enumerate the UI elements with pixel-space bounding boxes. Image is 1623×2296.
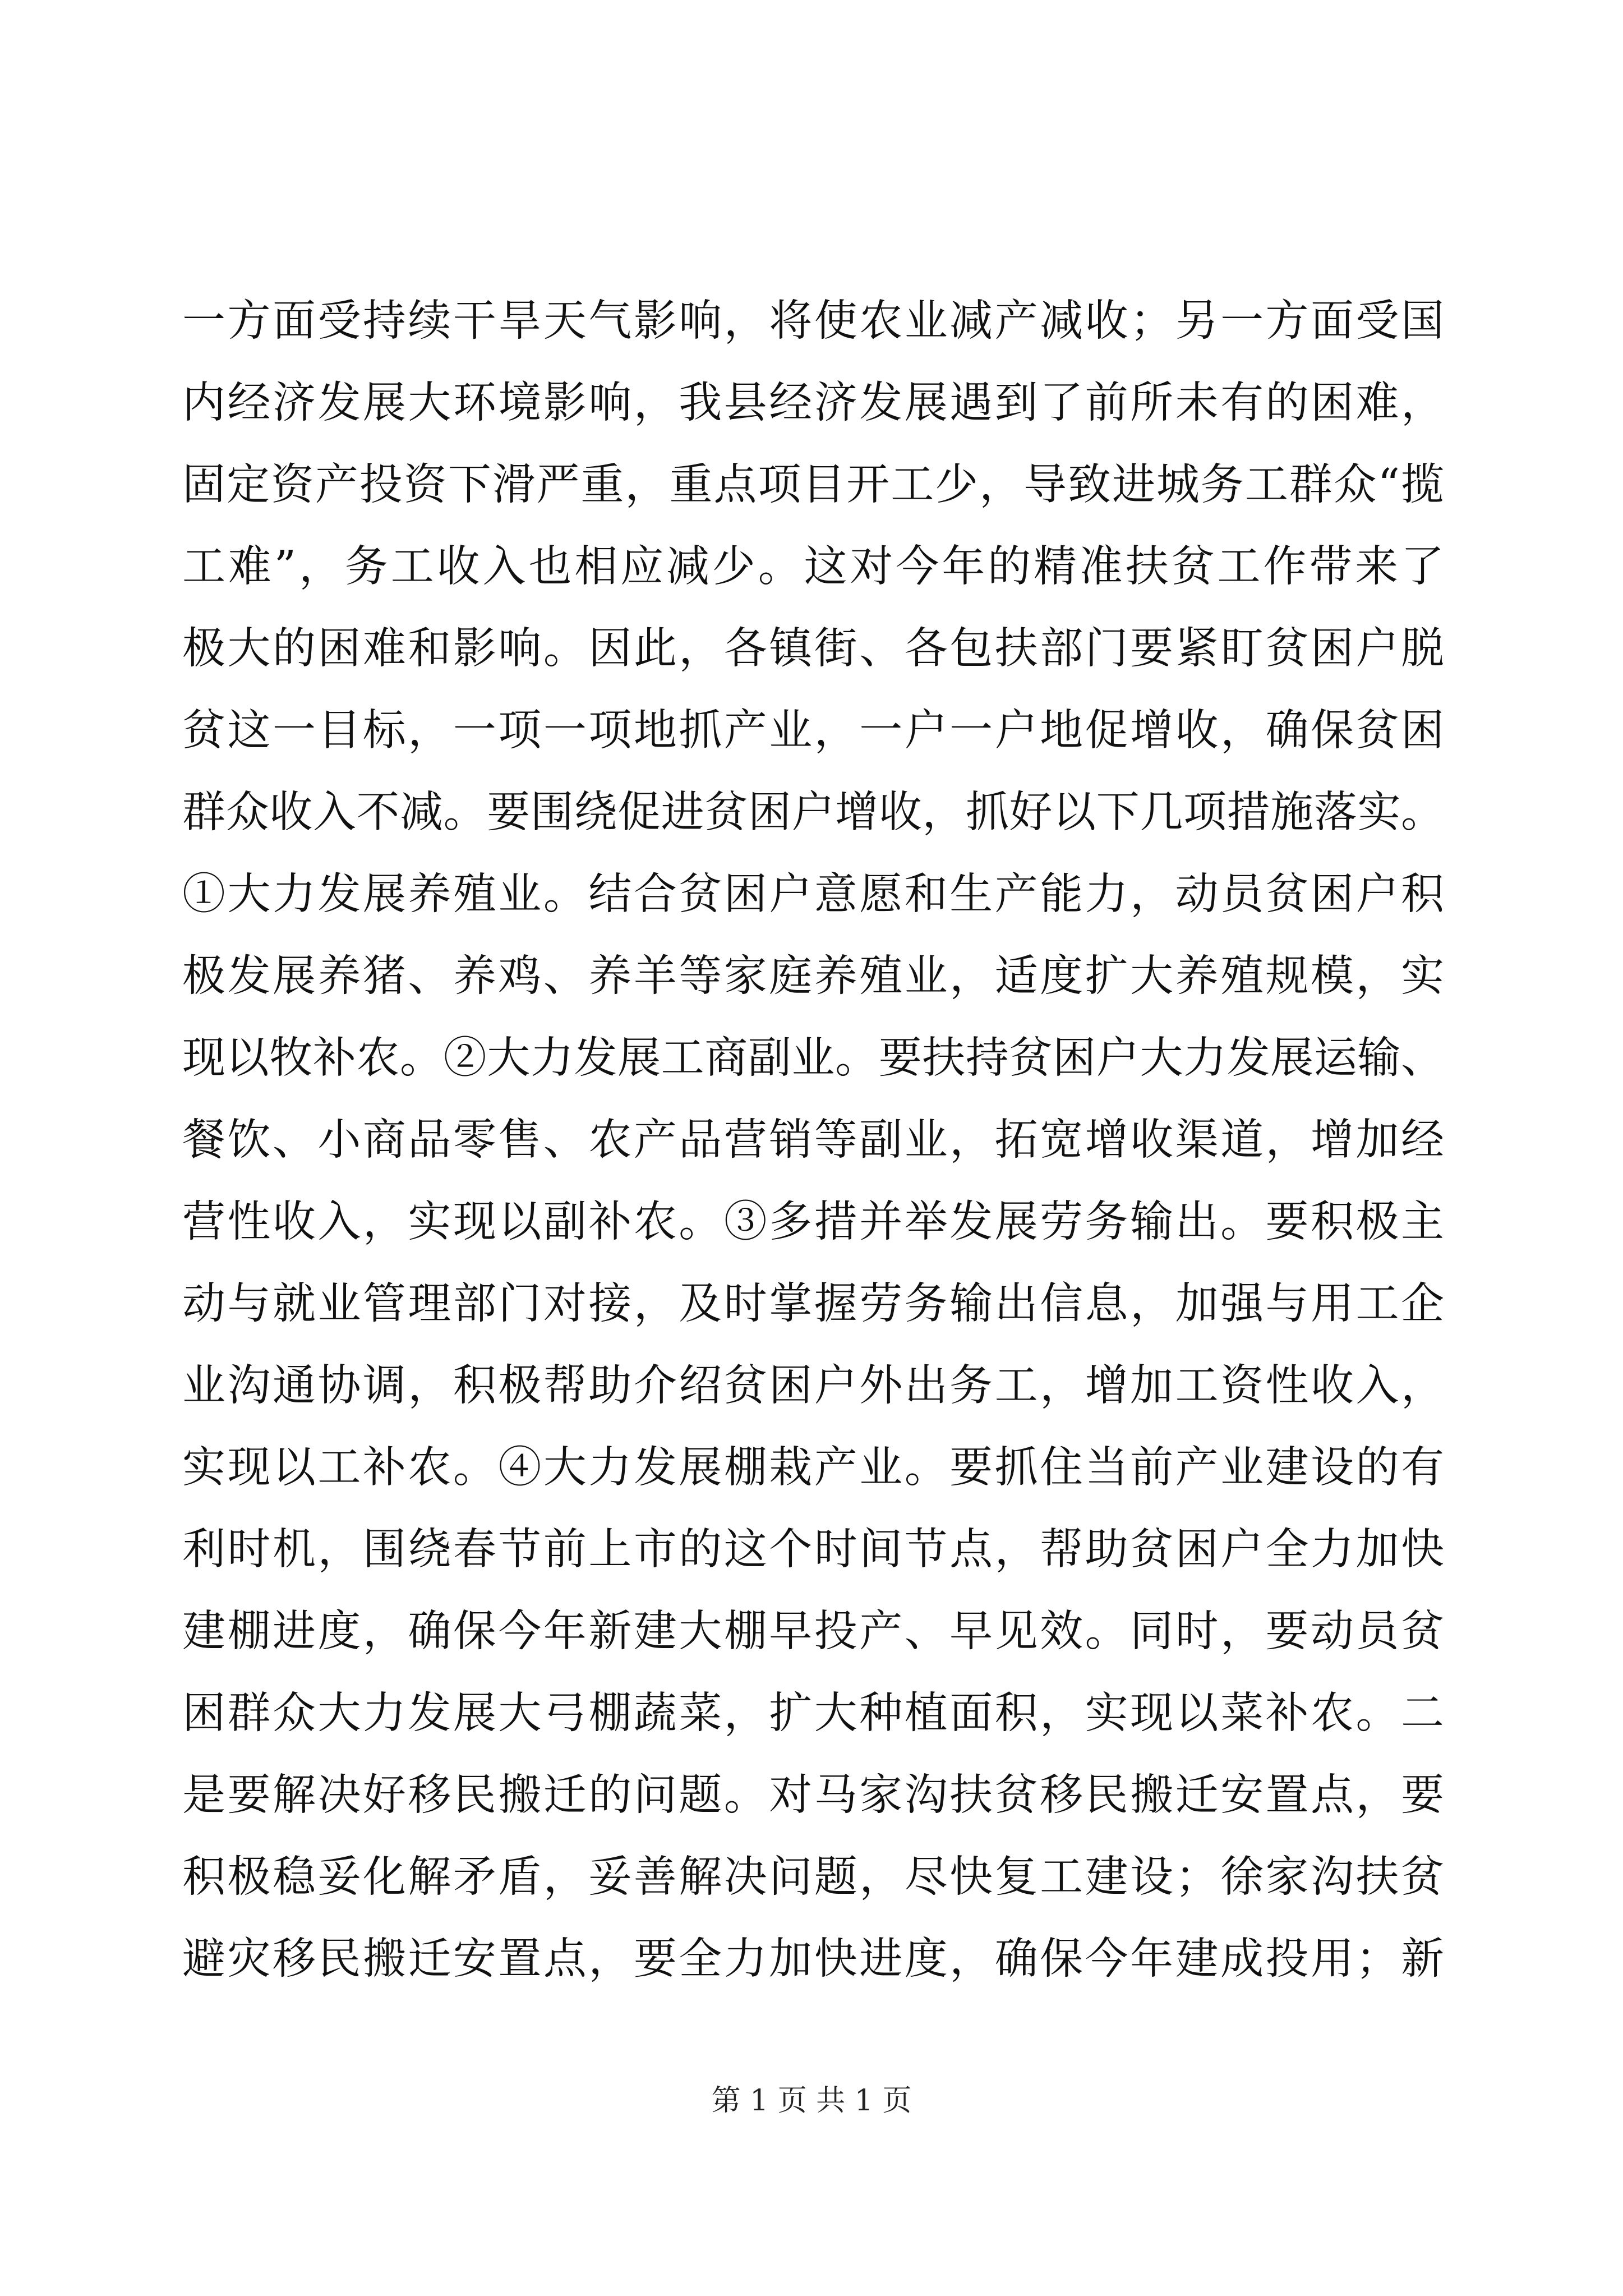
text-line: 积极稳妥化解矛盾，妥善解决问题，尽快复工建设；徐家沟扶贫 (182, 1852, 1444, 1902)
page-number-label: 第 1 页 共 1 页 (711, 2084, 912, 2118)
text-line: ①大力发展养殖业。结合贫困户意愿和生产能力，动员贫困户积 (182, 869, 1444, 919)
text-line: 建棚进度，确保今年新建大棚早投产、早见效。同时，要动员贫 (182, 1607, 1444, 1657)
text-line: 避灾移民搬迁安置点，要全力加快进度，确保今年建成投用；新 (182, 1934, 1444, 1984)
text-line: 困群众大力发展大弓棚蔬菜，扩大种植面积，实现以菜补农。二 (182, 1688, 1444, 1738)
text-line: 营性收入，实现以副补农。③多措并举发展劳务输出。要积极主 (182, 1197, 1444, 1247)
text-line: 餐饮、小商品零售、农产品营销等副业，拓宽增收渠道，增加经 (182, 1115, 1444, 1165)
page-footer (0, 2078, 1623, 2123)
text-line: 工难”，务工收入也相应减少。这对今年的精准扶贫工作带来了 (182, 542, 1444, 592)
text-line: 动与就业管理部门对接，及时掌握劳务输出信息，加强与用工企 (182, 1279, 1444, 1329)
text-line: 一方面受持续干旱天气影响，将使农业减产减收；另一方面受国 (182, 296, 1444, 346)
body-text (182, 280, 1444, 2000)
text-line: 实现以工补农。④大力发展棚栽产业。要抓住当前产业建设的有 (182, 1443, 1444, 1493)
text-line: 业沟通协调，积极帮助介绍贫困户外出务工，增加工资性收入， (182, 1361, 1444, 1411)
text-line: 利时机，围绕春节前上市的这个时间节点，帮助贫困户全力加快 (182, 1525, 1444, 1575)
text-line: 极大的困难和影响。因此，各镇街、各包扶部门要紧盯贫困户脱 (182, 624, 1444, 674)
text-line: 内经济发展大环境影响，我县经济发展遇到了前所未有的困难， (182, 378, 1444, 428)
text-line: 固定资产投资下滑严重，重点项目开工少，导致进城务工群众“揽 (182, 460, 1444, 510)
text-line: 极发展养猪、养鸡、养羊等家庭养殖业，适度扩大养殖规模，实 (182, 951, 1444, 1001)
text-line: 群众收入不减。要围绕促进贫困户增收，抓好以下几项措施落实。 (182, 788, 1444, 838)
text-line: 贫这一目标，一项一项地抓产业，一户一户地促增收，确保贫困 (182, 706, 1444, 756)
text-line: 是要解决好移民搬迁的问题。对马家沟扶贫移民搬迁安置点，要 (182, 1770, 1444, 1820)
text-line: 现以牧补农。②大力发展工商副业。要扶持贫困户大力发展运输、 (182, 1033, 1444, 1083)
